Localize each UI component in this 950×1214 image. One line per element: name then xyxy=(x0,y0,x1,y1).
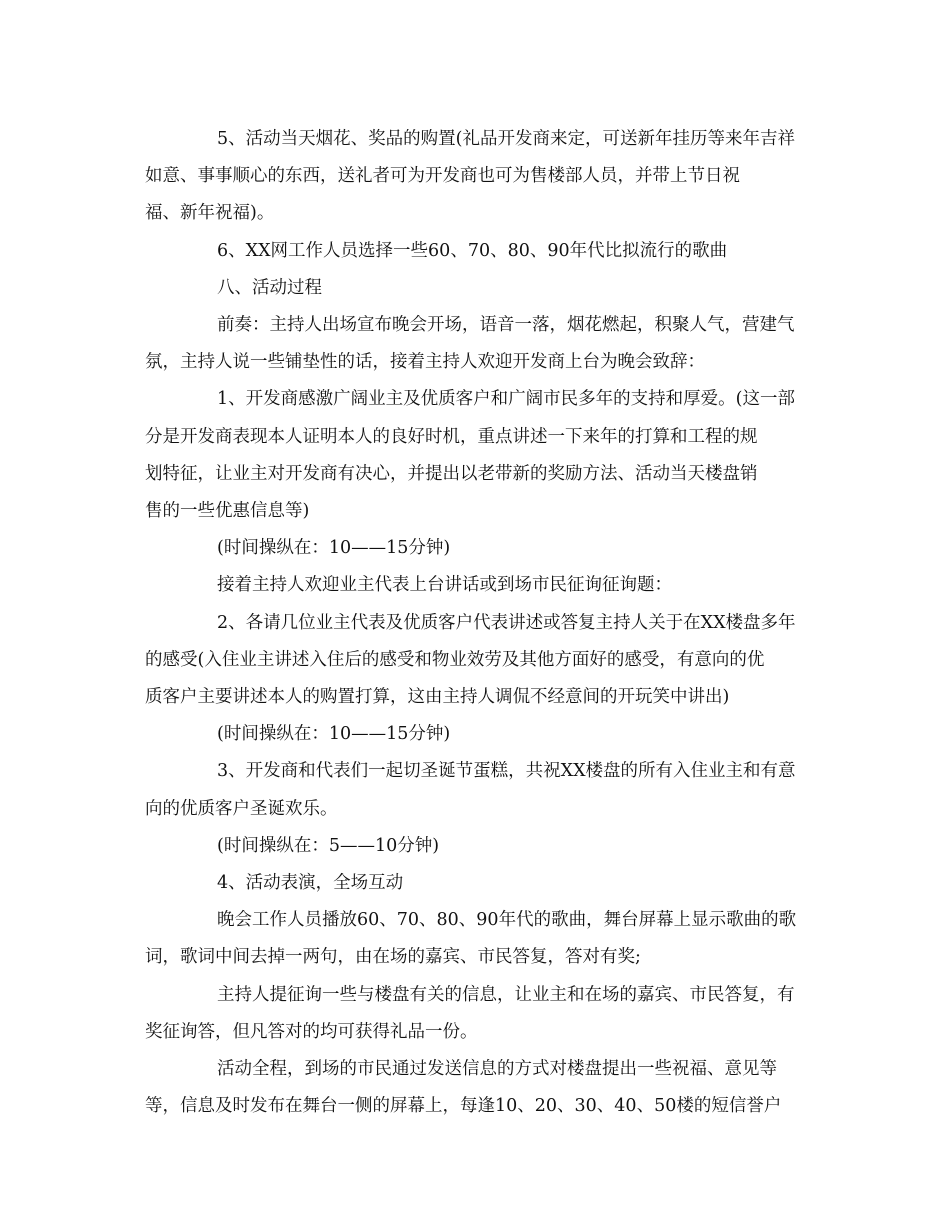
document-text-line: 4、活动表演，全场互动 xyxy=(217,873,404,894)
document-text-line: 主持人提征询一些与楼盘有关的信息，让业主和在场的嘉宾、市民答复，有 xyxy=(217,984,795,1005)
document-text-line: 氛，主持人说一些铺垫性的话，接着主持人欢迎开发商上台为晚会致辞： xyxy=(145,352,705,373)
document-text-line: 等，信息及时发布在舞台一侧的屏幕上，每逢10、20、30、40、50楼的短信誉户 xyxy=(145,1096,782,1117)
document-text-line: 3、开发商和代表们一起切圣诞节蛋糕，共祝XX楼盘的所有入住业主和有意 xyxy=(217,761,796,782)
document-text-line: 向的优质客户圣诞欢乐。 xyxy=(145,798,338,819)
document-text-line: 八、活动过程 xyxy=(217,277,322,298)
document-text-line: 福、新年祝福)。 xyxy=(145,203,275,224)
document-text-line: 1、开发商感激广阔业主及优质客户和广阔市民多年的支持和厚爱。(这一部 xyxy=(217,389,795,410)
document-text-line: (时间操纵在：10——15分钟) xyxy=(217,538,451,559)
document-text-line: 活动全程，到场的市民通过发送信息的方式对楼盘提出一些祝福、意见等 xyxy=(217,1059,777,1080)
document-text-line: (时间操纵在：5——10分钟) xyxy=(217,835,440,856)
document-body xyxy=(145,121,815,1125)
document-text-line: 5、活动当天烟花、奖品的购置(礼品开发商来定，可送新年挂历等来年吉祥 xyxy=(217,129,795,149)
document-text-line: 词，歌词中间去掉一两句，由在场的嘉宾、市民答复，答对有奖; xyxy=(145,947,641,968)
document-text-line: 的感受(入住业主讲述入住后的感受和物业效劳及其他方面好的感受，有意向的优 xyxy=(145,649,765,670)
document-text-line: 晚会工作人员播放60、70、80、90年代的歌曲，舞台屏幕上显示歌曲的歌 xyxy=(217,910,797,931)
document-text-line: (时间操纵在：10——15分钟) xyxy=(217,724,451,745)
document-text-line: 前奏：主持人出场宣布晚会开场，语音一落，烟花燃起，积聚人气，营建气 xyxy=(217,315,795,336)
document-text-line: 分是开发商表现本人证明本人的良好时机，重点讲述一下来年的打算和工程的规 xyxy=(145,426,758,447)
document-text-line: 质客户主要讲述本人的购置打算，这由主持人调侃不经意间的开玩笑中讲出) xyxy=(145,687,730,708)
document-text-line: 2、各请几位业主代表及优质客户代表讲述或答复主持人关于在XX楼盘多年 xyxy=(217,612,796,633)
document-text-line: 奖征询答，但凡答对的均可获得礼品一份。 xyxy=(145,1021,478,1042)
document-text-line: 接着主持人欢迎业主代表上台讲话或到场市民征询征询题： xyxy=(217,575,672,596)
document-text-line: 6、XX网工作人员选择一些60、70、80、90年代比拟流行的歌曲 xyxy=(217,240,728,261)
document-text-line: 售的一些优惠信息等) xyxy=(145,501,310,522)
document-text-line: 划特征，让业主对开发商有决心，并提出以老带新的奖励方法、活动当天楼盘销 xyxy=(145,463,758,484)
document-text-line: 如意、事事顺心的东西，送礼者可为开发商也可为售楼部人员，并带上节日祝 xyxy=(145,166,740,187)
